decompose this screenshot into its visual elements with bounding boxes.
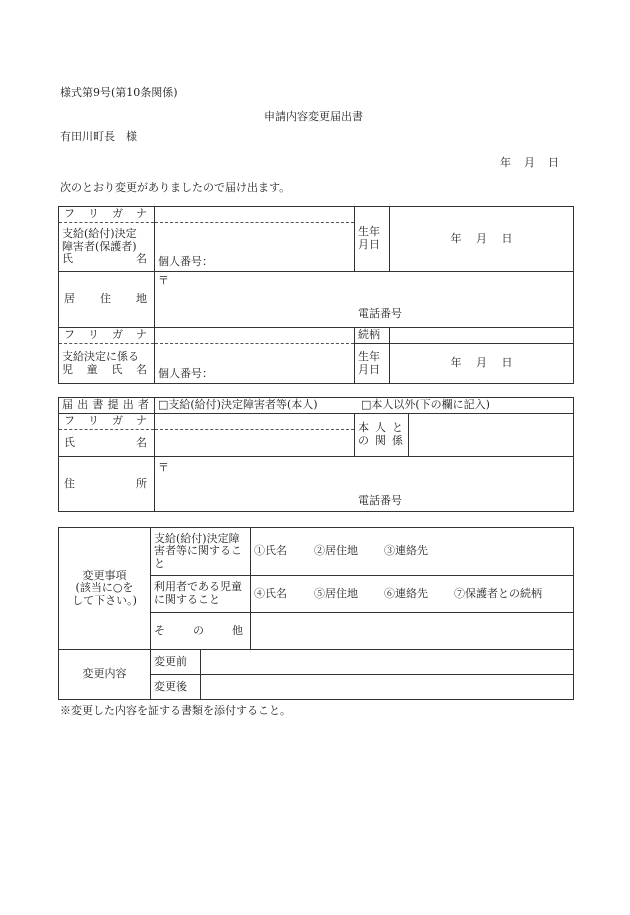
applicant-table <box>58 206 574 384</box>
applicant-furigana-field[interactable] <box>155 207 355 223</box>
date-month-label: 月 <box>524 156 535 169</box>
date-day-label: 日 <box>548 156 559 169</box>
change-content-label-cell: 変更内容 <box>59 650 151 700</box>
date-year-label: 年 <box>500 156 511 169</box>
submitter-options-cell <box>155 398 574 414</box>
child-label-cell: 支給決定に係る 児 童 氏 名 <box>59 344 155 384</box>
submitter-furigana-field[interactable] <box>155 414 355 430</box>
submitter-address-field[interactable] <box>155 457 574 512</box>
birth-label-cell: 生年 月日 <box>355 207 390 272</box>
child-name-field[interactable] <box>155 344 355 384</box>
change-items-label-cell: 変更事項 (該当に○を して下さい。) <box>59 528 151 650</box>
submitter-furigana-label-cell: フ リ ガ ナ <box>59 414 155 430</box>
option-3-contact[interactable]: ③連絡先 <box>384 544 428 558</box>
submitter-name-label-cell: 氏 名 <box>59 430 155 457</box>
other-field[interactable] <box>251 613 574 650</box>
postal-mark: 〒 <box>158 274 169 287</box>
change-table <box>58 527 574 700</box>
row1-label-cell: 支給(給付)決定障 害者等に関するこ と <box>151 528 251 576</box>
option-7-guardian-relation[interactable]: ⑦保護者との続柄 <box>454 586 542 600</box>
relation-to-self-field[interactable] <box>409 414 574 457</box>
addressee: 有田川町長 様 <box>60 130 137 143</box>
submitter-label-cell: 届 出 書 提 出 者 <box>59 398 155 414</box>
submitter-table <box>58 397 574 512</box>
option-4-name[interactable]: ④氏名 <box>254 586 287 600</box>
row1-options-cell[interactable] <box>251 528 574 576</box>
option-5-address[interactable]: ⑤居住地 <box>314 586 358 600</box>
my-number-label: 個人番号： <box>158 255 213 269</box>
relation-field[interactable] <box>390 328 574 344</box>
submitter-postal-mark: 〒 <box>158 461 169 474</box>
page-title: 申請内容変更届出書 <box>264 110 363 123</box>
applicant-birthdate-field[interactable]: 年 月 日 <box>390 207 574 272</box>
after-field[interactable] <box>201 675 574 700</box>
applicant-label-cell: 支給(給付)決定 障害者(保護者) 氏 名 <box>59 223 155 272</box>
intro-text: 次のとおり変更がありましたので届け出ます。 <box>60 181 291 194</box>
submitter-address-label-cell: 住 所 <box>59 457 155 512</box>
child-my-number-label: 個人番号： <box>158 367 213 381</box>
submitter-phone-label: 電話番号 <box>358 493 402 507</box>
footer-note: ※変更した内容を証する書類を添付すること。 <box>60 704 291 717</box>
applicant-address-field[interactable] <box>155 272 574 328</box>
address-label-cell: 居 住 地 <box>59 272 155 328</box>
after-label-cell: 変更後 <box>151 675 201 700</box>
form-reference: 様式第9号(第10条関係) <box>60 86 178 99</box>
before-field[interactable] <box>201 650 574 675</box>
option-self-checkbox[interactable]: □支給(給付)決定障害者等(本人) <box>158 398 318 412</box>
option-1-name[interactable]: ①氏名 <box>254 544 287 558</box>
before-label-cell: 変更前 <box>151 650 201 675</box>
child-birth-label-cell: 生年 月日 <box>355 344 390 384</box>
submitter-name-field[interactable] <box>155 430 355 457</box>
child-birthdate-field[interactable]: 年 月 日 <box>390 344 574 384</box>
relation-label-cell: 続柄 <box>355 328 390 344</box>
row2-label-cell: 利用者である児童 に関すること <box>151 576 251 613</box>
child-furigana-field[interactable] <box>155 328 355 344</box>
row2-options-cell[interactable] <box>251 576 574 613</box>
relation-to-self-label-cell: 本 人 と の 関 係 <box>355 414 409 457</box>
phone-label: 電話番号 <box>358 306 402 320</box>
applicant-name-field[interactable] <box>155 223 355 272</box>
option-2-address[interactable]: ②居住地 <box>314 544 358 558</box>
furigana-label-cell: フ リ ガ ナ <box>59 207 155 223</box>
child-furigana-label-cell: フ リ ガ ナ <box>59 328 155 344</box>
option-other-checkbox[interactable]: □本人以外(下の欄に記入) <box>361 398 490 412</box>
other-label-cell: そ の 他 <box>151 613 251 650</box>
option-6-contact[interactable]: ⑥連絡先 <box>384 586 428 600</box>
